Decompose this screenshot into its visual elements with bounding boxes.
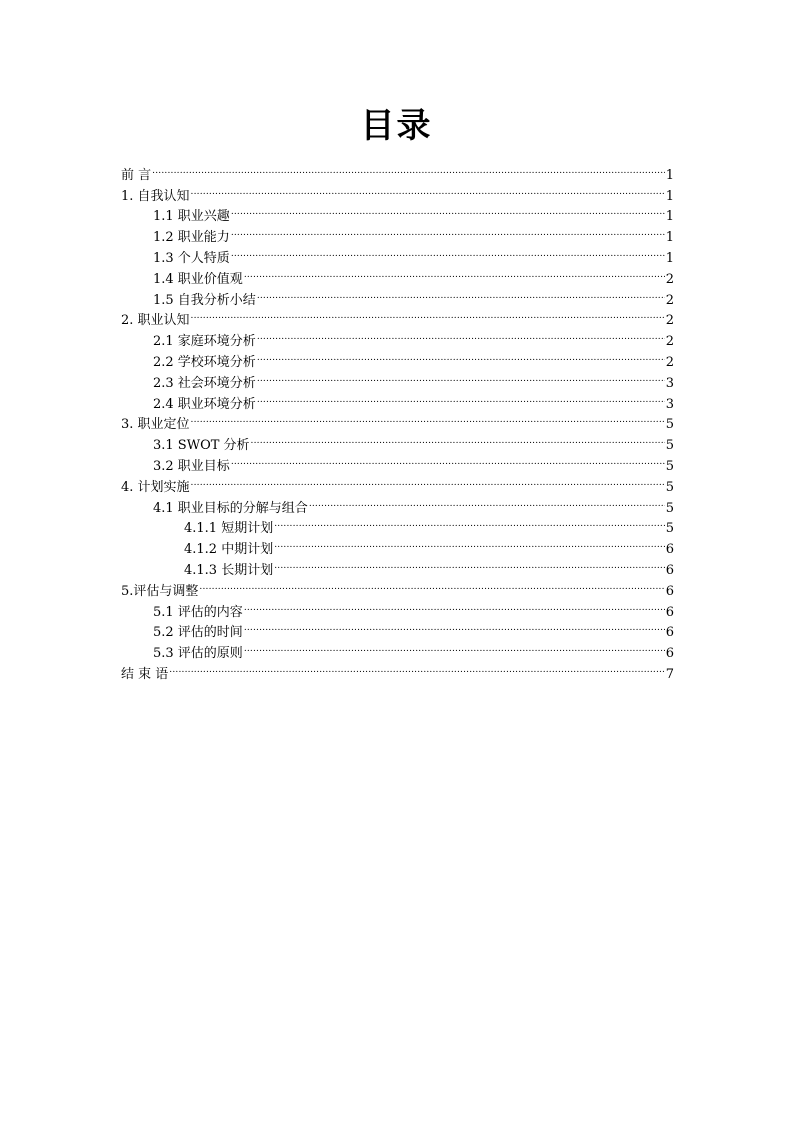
toc-dot-leader: [191, 179, 665, 200]
toc-dot-leader: [244, 616, 665, 637]
toc-entry-label: 3.1 SWOT 分析: [153, 438, 250, 454]
toc-entry-page-number: 6: [665, 562, 674, 578]
toc-entry[interactable]: [121, 408, 674, 433]
toc-entry-page-number: 5: [665, 500, 674, 516]
toc-dot-leader: [191, 470, 665, 491]
toc-entry-page-number: 1: [665, 167, 674, 183]
toc-entry-page-number: 5: [665, 458, 674, 474]
toc-entry-label: 1. 自我认知: [121, 188, 190, 204]
toc-entry-label: 2.1 家庭环境分析: [153, 334, 256, 350]
toc-entry[interactable]: [121, 470, 674, 495]
toc-dot-leader: [251, 428, 665, 449]
toc-dot-leader: [244, 595, 665, 616]
toc-entry-page-number: 5: [665, 438, 674, 454]
toc-entry-label: 4.1.3 长期计划: [184, 562, 274, 578]
toc-dot-leader: [257, 283, 665, 304]
toc-entry[interactable]: [121, 179, 674, 204]
toc-entry[interactable]: [121, 158, 674, 183]
toc-entry[interactable]: [121, 657, 674, 682]
toc-entry-page-number: 6: [665, 646, 674, 662]
toc-dot-leader: [191, 304, 665, 325]
toc-dot-leader: [257, 387, 665, 408]
toc-entry-page-number: 6: [665, 542, 674, 558]
toc-entry-label: 4. 计划实施: [121, 479, 190, 495]
toc-entry-label: 4.1 职业目标的分解与组合: [153, 500, 308, 516]
toc-entry-page-number: 1: [665, 250, 674, 266]
toc-dot-leader: [199, 574, 664, 595]
toc-entry-label: 1.1 职业兴趣: [153, 209, 230, 225]
toc-dot-leader: [231, 449, 665, 470]
toc-entry-label: 2.3 社会环境分析: [153, 375, 256, 391]
toc-entry-page-number: 1: [665, 230, 674, 246]
toc-entry-page-number: 2: [665, 292, 674, 308]
toc-entry[interactable]: [121, 428, 674, 454]
toc-entry-label: 前 言: [121, 167, 152, 183]
toc-entry-page-number: 3: [665, 375, 674, 391]
toc-entry-label: 2.4 职业环境分析: [153, 396, 256, 412]
toc-entry-label: 4.1.1 短期计划: [184, 521, 274, 537]
toc-dot-leader: [231, 200, 665, 221]
toc-entry-label: 5.2 评估的时间: [153, 625, 243, 641]
toc-entry-label: 3. 职业定位: [121, 417, 190, 433]
toc-entry-page-number: 2: [665, 354, 674, 370]
toc-entry-label: 1.3 个人特质: [153, 250, 230, 266]
toc-entry-label: 5.评估与调整: [121, 583, 199, 599]
toc-dot-leader: [244, 636, 665, 657]
toc-entry[interactable]: [121, 324, 674, 350]
toc-entry-label: 2.2 学校环境分析: [153, 354, 256, 370]
toc-entry-page-number: 6: [665, 625, 674, 641]
toc-dot-leader: [274, 553, 665, 574]
toc-dot-leader: [244, 262, 665, 283]
toc-entry-label: 2. 职业认知: [121, 313, 190, 329]
toc-entry[interactable]: [121, 595, 674, 620]
toc-entry-page-number: 6: [665, 583, 674, 599]
toc-entry-label: 1.4 职业价值观: [153, 271, 243, 287]
toc-dot-leader: [257, 366, 665, 387]
toc-entry-label: 4.1.2 中期计划: [184, 542, 274, 558]
toc-entry[interactable]: [121, 304, 674, 329]
toc-entry[interactable]: [121, 200, 674, 225]
toc-entry-label: 5.3 评估的原则: [153, 646, 243, 662]
toc-dot-leader: [169, 657, 664, 678]
toc-dot-leader: [191, 408, 665, 429]
toc-entry-page-number: 5: [665, 521, 674, 537]
toc-entry-page-number: 3: [665, 396, 674, 412]
toc-dot-leader: [231, 220, 665, 241]
toc-entry[interactable]: [121, 491, 674, 516]
toc-entry-page-number: 7: [665, 666, 674, 682]
toc-entry-page-number: 2: [665, 334, 674, 350]
toc-entry-label: 1.2 职业能力: [153, 230, 230, 246]
page-title: 目录: [360, 106, 433, 146]
toc-dot-leader: [231, 241, 665, 262]
toc-dot-leader: [257, 345, 665, 366]
toc-dot-leader: [152, 158, 665, 179]
toc-entry-page-number: 1: [665, 209, 674, 225]
toc-entry-label: 1.5 自我分析小结: [153, 292, 256, 308]
toc-entry-page-number: 2: [665, 313, 674, 329]
table-of-contents: [121, 158, 674, 682]
toc-dot-leader: [274, 532, 665, 553]
toc-entry-page-number: 6: [665, 604, 674, 620]
toc-dot-leader: [309, 491, 665, 512]
toc-entry-page-number: 2: [665, 271, 674, 287]
toc-dot-leader: [274, 512, 665, 533]
toc-entry-label: 3.2 职业目标: [153, 458, 230, 474]
toc-entry-page-number: 1: [665, 188, 674, 204]
toc-entry-label: 结 束 语: [121, 666, 169, 682]
toc-dot-leader: [257, 324, 665, 345]
toc-entry-label: 5.1 评估的内容: [153, 604, 243, 620]
toc-entry[interactable]: [121, 574, 674, 599]
toc-entry-page-number: 5: [665, 479, 674, 495]
toc-entry-page-number: 5: [665, 417, 674, 433]
